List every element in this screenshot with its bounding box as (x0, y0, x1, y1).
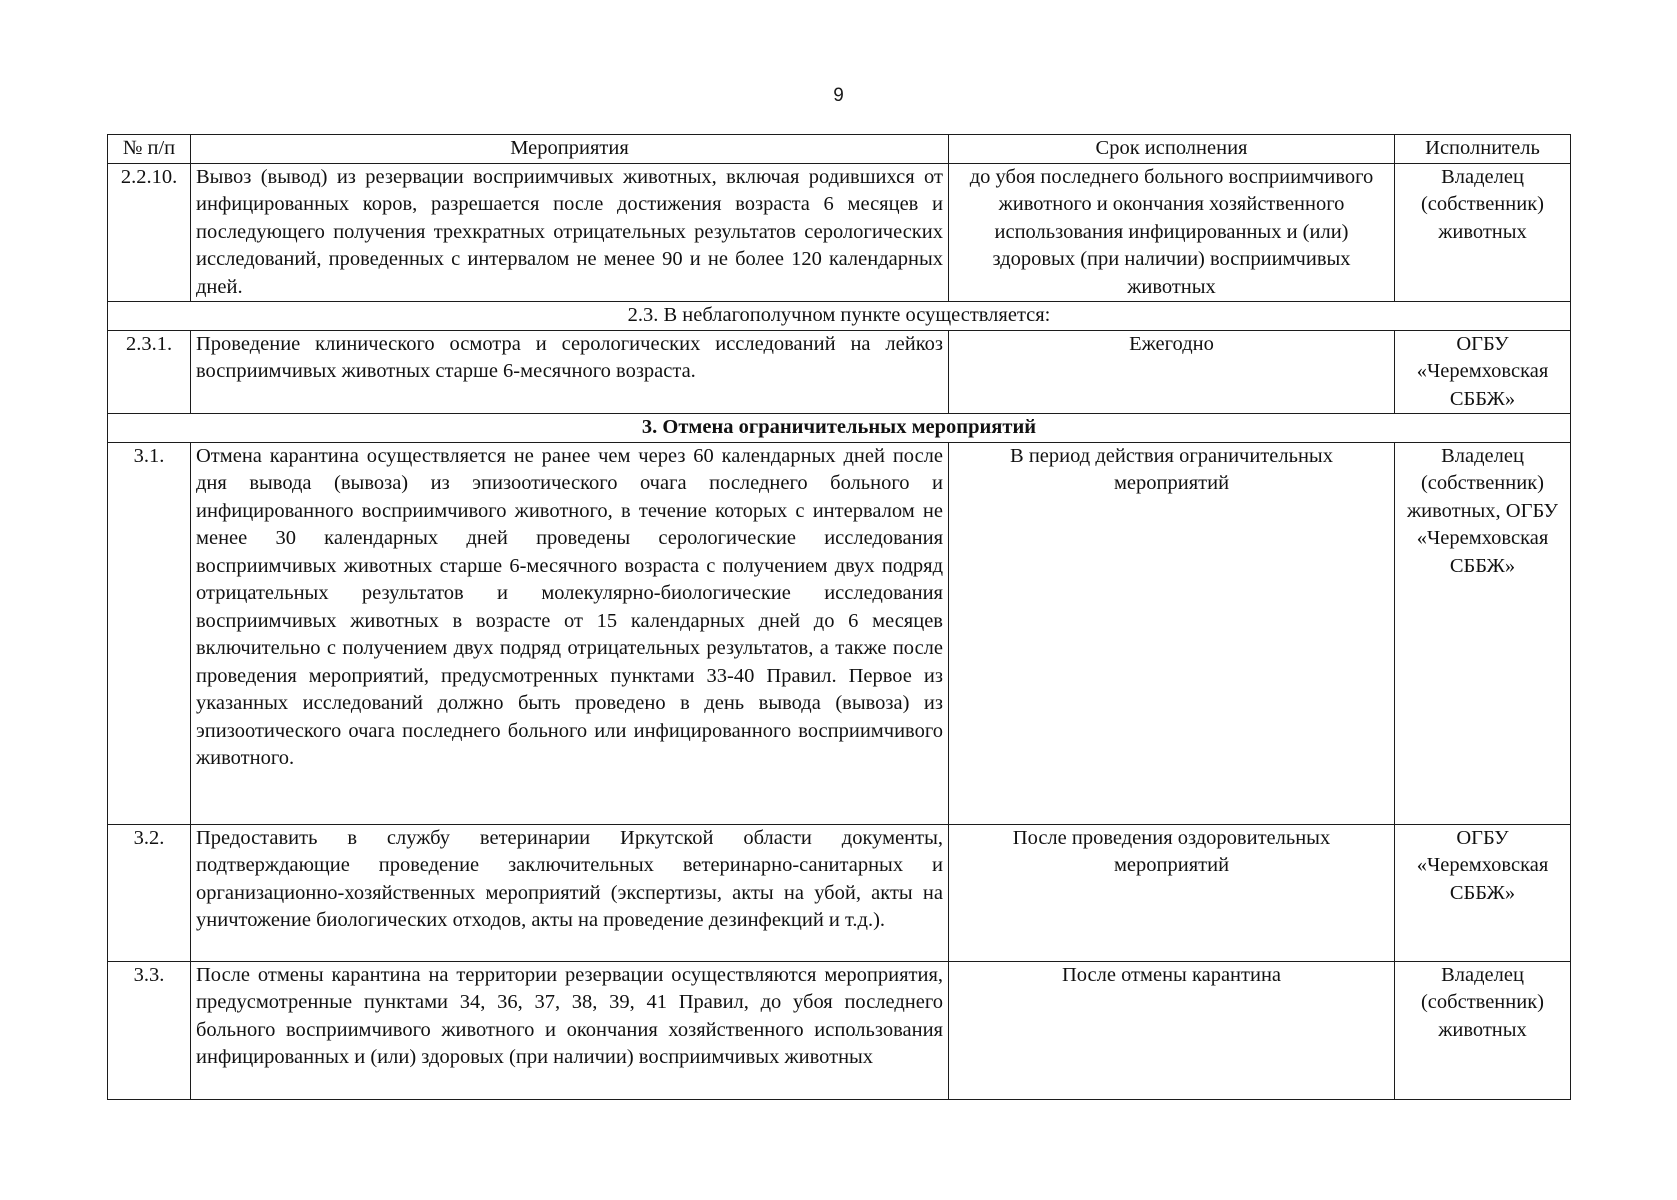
header-activity: Мероприятия (191, 135, 949, 164)
row-activity: Предоставить в службу ветеринарии Иркутской области документы, подтверждающие проведение заключительных ветеринарно-санитарных и организационно-хозяйственных мероприятий (экспертизы, акты на убой, акты на уничтожение биологических отходов, акты на проведение дезинфекций и т.д.). (191, 824, 949, 961)
row-term: Ежегодно (949, 330, 1395, 414)
table-row (108, 442, 1571, 824)
row-activity: Отмена карантина осуществляется не ранее чем через 60 календарных дней после дня вывода (вывоза) из эпизоотического очага последнего больного и инфицированного восприимчивого животного, в течение которых с интервалом не менее 30 календарных дней проведены серологические исследования восприимчивых животных старше 6-месячного возраста с получением двух подряд отрицательных результатов и молекулярно-биологические исследования восприимчивых животных в возрасте от 15 календарных дней до 6 месяцев включительно с получением двух подряд отрицательных результатов, а также после проведения мероприятий, предусмотренных пунктами 33-40 Правил. Первое из указанных исследований должно быть проведено в день вывода (вывоза) из эпизоотического очага последнего больного или инфицированного восприимчивого животного. (191, 442, 949, 824)
row-number: 3.1. (108, 442, 191, 824)
row-term: После проведения оздоровительных мероприятий (949, 824, 1395, 961)
table-row (108, 163, 1571, 302)
row-executor: ОГБУ «Черемховская СББЖ» (1395, 824, 1571, 961)
row-activity: Проведение клинического осмотра и серологических исследований на лейкоз восприимчивых животных старше 6-месячного возраста. (191, 330, 949, 414)
row-term: до убоя последнего больного восприимчивого животного и окончания хозяйственного использования инфицированных и (или) здоровых (при наличии) восприимчивых животных (949, 163, 1395, 302)
row-executor: Владелец (собственник) животных (1395, 961, 1571, 1099)
row-number: 2.3.1. (108, 330, 191, 414)
table-row (108, 330, 1571, 414)
measures-table (107, 134, 1571, 1100)
row-executor: Владелец (собственник) животных (1395, 163, 1571, 302)
header-num: № п/п (108, 135, 191, 164)
row-activity: Вывоз (вывод) из резервации восприимчивых животных, включая родившихся от инфицированных коров, разрешается после достижения возраста 6 месяцев и последующего получения трехкратных отрицательных результатов серологических исследований, проведенных с интервалом не менее 90 и не более 120 календарных дней. (191, 163, 949, 302)
row-term: После отмены карантина (949, 961, 1395, 1099)
section-title: 2.3. В неблагополучном пункте осуществляется: (108, 302, 1571, 331)
table-row (108, 824, 1571, 961)
row-executor: ОГБУ «Черемховская СББЖ» (1395, 330, 1571, 414)
row-number: 2.2.10. (108, 163, 191, 302)
page-number: 9 (833, 85, 844, 106)
row-activity: После отмены карантина на территории резервации осуществляются мероприятия, предусмотренные пунктами 34, 36, 37, 38, 39, 41 Правил, до убоя последнего больного восприимчивого животного и окончания хозяйственного использования инфицированных и (или) здоровых (при наличии) восприимчивых животных (191, 961, 949, 1099)
row-number: 3.3. (108, 961, 191, 1099)
table-row (108, 961, 1571, 1099)
section-row (108, 302, 1571, 331)
section-row (108, 414, 1571, 443)
row-executor: Владелец (собственник) животных, ОГБУ «Черемховская СББЖ» (1395, 442, 1571, 824)
row-number: 3.2. (108, 824, 191, 961)
header-executor: Исполнитель (1395, 135, 1571, 164)
row-term: В период действия ограничительных мероприятий (949, 442, 1395, 824)
section-title: 3. Отмена ограничительных мероприятий (108, 414, 1571, 443)
table-header-row (108, 135, 1571, 164)
header-term: Срок исполнения (949, 135, 1395, 164)
